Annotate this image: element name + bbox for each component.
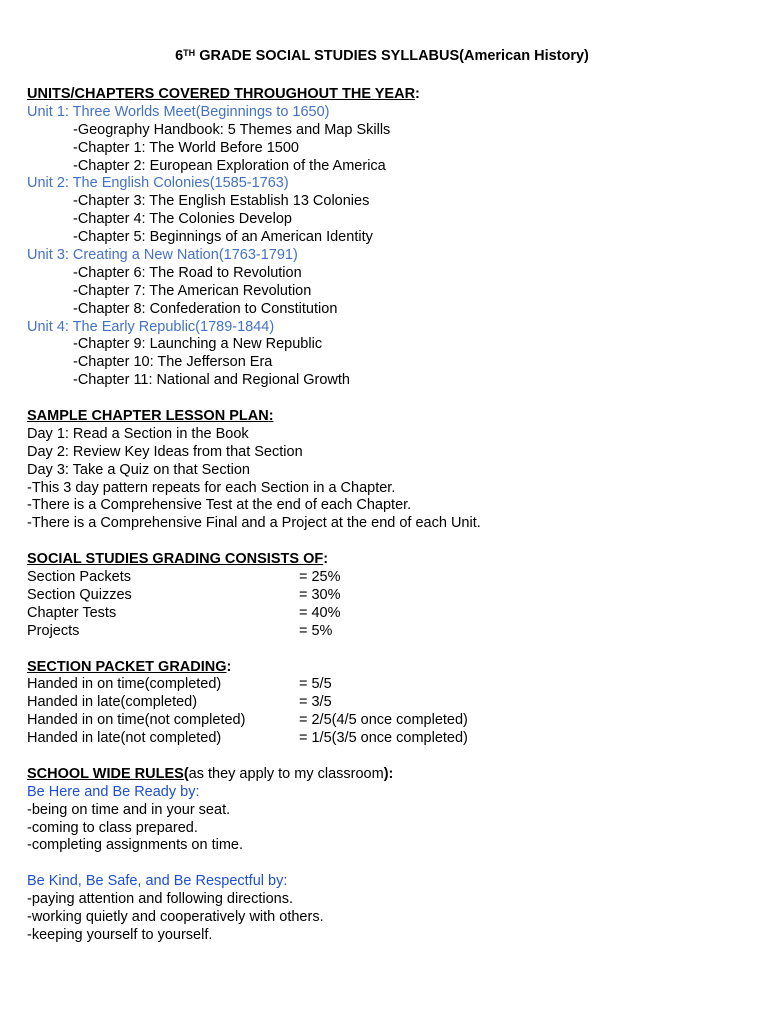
- rules-heading-note: as they apply to my classroom: [188, 765, 384, 782]
- packet-grading-label: Handed in on time(not completed): [27, 712, 246, 729]
- title-grade: 6: [175, 48, 184, 64]
- packet-grading-row: [27, 694, 747, 712]
- grading-row: [27, 623, 747, 641]
- packet-grading-heading-colon: :: [226, 658, 232, 675]
- rules-heading-text: SCHOOL WIDE RULES(: [27, 765, 189, 782]
- packet-grading-label: Handed in late(completed): [27, 694, 198, 711]
- unit-title: Unit 1: Three Worlds Meet(Beginnings to 1650): [27, 103, 330, 120]
- chapter-item: -Chapter 6: The Road to Revolution: [73, 264, 302, 281]
- document-title: [17, 46, 747, 66]
- chapter-item: -Chapter 7: The American Revolution: [73, 282, 312, 299]
- packet-grading-heading: [27, 659, 747, 677]
- packet-grading-label: Handed in on time(completed): [27, 676, 222, 693]
- grading-value: = 5%: [299, 622, 333, 639]
- grading-label: Section Quizzes: [27, 586, 132, 603]
- grading-value: = 25%: [299, 569, 341, 586]
- rule-item: -completing assignments on time.: [27, 837, 243, 854]
- packet-grading-row: [27, 712, 747, 730]
- lesson-plan-heading-colon: :: [268, 408, 274, 425]
- packet-grading-row: [27, 730, 747, 748]
- title-superscript: TH: [183, 48, 196, 58]
- unit-title: Unit 4: The Early Republic(1789-1844): [27, 318, 275, 335]
- grading-row: [27, 605, 747, 623]
- title-rest: GRADE SOCIAL STUDIES SYLLABUS(American History): [195, 48, 589, 64]
- lesson-plan-line: Day 2: Review Key Ideas from that Section: [27, 443, 303, 460]
- chapter-item: -Chapter 11: National and Regional Growth: [73, 372, 351, 389]
- rules-heading: [27, 766, 747, 784]
- units-heading: [27, 86, 747, 104]
- unit-title: Unit 2: The English Colonies(1585-1763): [27, 175, 289, 192]
- lesson-plan-line: -This 3 day pattern repeats for each Section in a Chapter.: [27, 479, 396, 496]
- syllabus-document: [27, 46, 747, 945]
- packet-grading-value: = 5/5: [299, 676, 332, 693]
- chapter-item: -Chapter 8: Confederation to Constitution: [73, 300, 338, 317]
- units-heading-colon: :: [415, 86, 420, 102]
- grading-heading-text: SOCIAL STUDIES GRADING CONSISTS OF: [27, 551, 324, 568]
- chapter-item: -Chapter 9: Launching a New Republic: [73, 336, 323, 353]
- grading-label: Projects: [27, 622, 80, 639]
- rule-item: -paying attention and following directions.: [27, 891, 293, 908]
- grading-row: [27, 587, 747, 605]
- lesson-plan-line: Day 3: Take a Quiz on that Section: [27, 461, 251, 478]
- packet-grading-heading-text: SECTION PACKET GRADING: [27, 658, 227, 675]
- lesson-plan-heading-text: SAMPLE CHAPTER LESSON PLAN: [27, 408, 269, 425]
- rule-item: -being on time and in your seat.: [27, 801, 231, 818]
- grading-row: [27, 569, 747, 587]
- packet-grading-row: [27, 676, 747, 694]
- rule-item: -keeping yourself to yourself.: [27, 926, 213, 943]
- lesson-plan-line: -There is a Comprehensive Test at the end of each Chapter.: [27, 497, 412, 514]
- grading-value: = 40%: [299, 604, 341, 621]
- unit-title: Unit 3: Creating a New Nation(1763-1791): [27, 247, 298, 264]
- chapter-item: -Geography Handbook: 5 Themes and Map Skills: [73, 121, 391, 138]
- rule-group-title: Be Kind, Be Safe, and Be Respectful by:: [27, 873, 288, 890]
- chapter-item: -Chapter 4: The Colonies Develop: [73, 211, 292, 228]
- lesson-plan-heading: [27, 408, 747, 426]
- rule-item: -coming to class prepared.: [27, 819, 198, 836]
- grading-value: = 30%: [299, 586, 341, 603]
- grading-label: Section Packets: [27, 569, 131, 586]
- chapter-item: -Chapter 1: The World Before 1500: [73, 139, 299, 156]
- lesson-plan-line: Day 1: Read a Section in the Book: [27, 425, 249, 442]
- packet-grading-label: Handed in late(not completed): [27, 730, 222, 747]
- rule-item: -working quietly and cooperatively with others.: [27, 908, 324, 925]
- chapter-item: -Chapter 10: The Jefferson Era: [73, 354, 273, 371]
- rule-group-title: Be Here and Be Ready by:: [27, 783, 200, 800]
- grading-heading: [27, 551, 747, 569]
- grading-heading-colon: :: [323, 551, 329, 568]
- chapter-item: -Chapter 3: The English Establish 13 Colonies: [73, 193, 370, 210]
- grading-label: Chapter Tests: [27, 604, 117, 621]
- chapter-item: -Chapter 5: Beginnings of an American Identity: [73, 229, 373, 246]
- packet-grading-value: = 2/5(4/5 once completed): [299, 712, 468, 729]
- units-heading-text: UNITS/CHAPTERS COVERED THROUGHOUT THE YEAR: [27, 86, 416, 102]
- packet-grading-value: = 1/5(3/5 once completed): [299, 730, 468, 747]
- chapter-item: -Chapter 2: European Exploration of the America: [73, 157, 386, 174]
- rules-heading-end: ):: [383, 765, 394, 782]
- packet-grading-value: = 3/5: [299, 694, 332, 711]
- lesson-plan-line: -There is a Comprehensive Final and a Project at the end of each Unit.: [27, 515, 481, 532]
